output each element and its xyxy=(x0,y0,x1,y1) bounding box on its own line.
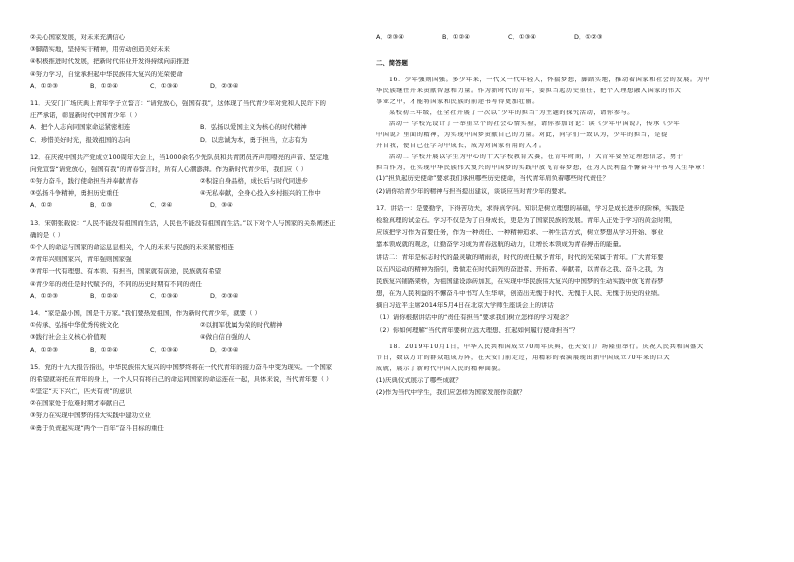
q17-text: 以五四运动的精神为指引，勇做走在时代前列的奋进者、开拓者、奉献者，以青春之我、奋斗之我，为 xyxy=(376,265,664,273)
q16-text: 活动二 学校开展以学生为中心的十大学校教育大赛，在青年时期，广大青年要坚定理想信念，勇于 xyxy=(389,153,684,160)
q15-item: ①坚定“天下兴亡，匹夫有责”的意识 xyxy=(30,388,132,396)
q15-item: ③努力在实现中国梦的伟大实践中建功立业 xyxy=(30,412,151,420)
q14-item: ③践行社会主义核心价值观 xyxy=(30,333,107,342)
option-a: A．把个人志向同国家命运紧密相连 xyxy=(30,123,131,132)
option-a: A．①②③ xyxy=(30,81,58,90)
q11-options-row xyxy=(30,137,368,149)
q12-stem: 向党宣誓“请党放心，强国有我”的青春誓言时，所有人心潮澎湃。作为新时代青少年，我们应（ ） xyxy=(30,165,308,173)
option-a: A．①②③ xyxy=(30,291,58,300)
q17-question: （1）请你根据讲话中的“责任有担当”要求我们树立怎样的学习观念？ xyxy=(376,314,573,322)
q13-options xyxy=(30,293,368,305)
q17-text: 民族复兴铺路架桥，为祖国建设添砖加瓦，在实现中华民族伟大复兴的中国梦的生动实践中放飞青春梦 xyxy=(376,277,664,285)
q13-stem: 确的是（ ） xyxy=(30,231,64,239)
q11-stem: 庄严承诺，彰显新时代中国青少年（ ） xyxy=(30,112,141,120)
q17-text: 检验真理的试金石。学习不仅是为了自身成长，更是为了国家民族的发展。青年人正处于学习的黄金时期， xyxy=(376,216,677,224)
q10-item: ④积极推进时代发展，把新时代伟业开发得持续向前推进 xyxy=(30,58,190,66)
q16-text: 华民族继往开来贡献智慧和力量。作为新时代的青年，要担当起历史重任，把个人理想融入国家的伟大 xyxy=(376,88,682,95)
q15-options xyxy=(376,34,768,46)
q12-stem: 12．在庆祝中国共产党成立100周年大会上，当1000余名少先队员和共青团员齐声用嘹亮的声音、坚定地 xyxy=(30,153,329,161)
q17-text: 17．讲话一：是要勤学，下得苦功夫，求得真学问。知识是树立理想的基础，学习是成长进步的阶梯，实践是 xyxy=(376,204,685,212)
q18-question: (2)作为当代中学生，我们应怎样为国家发展作贡献？ xyxy=(376,388,526,396)
option-b: B．①②④ xyxy=(442,33,470,41)
option-c: C．①③④ xyxy=(150,345,179,354)
q17-question: （2）你如何理解“当代青年要树立远大理想、扛起如何履行使命担当”？ xyxy=(376,326,579,334)
q16-question: (1)“担负起历史使命”要求我们承担哪些历史使命，当代青年肩负着哪些时代责任？ xyxy=(376,175,609,183)
option-d: D．②③④ xyxy=(210,81,239,90)
option-d: D．②③④ xyxy=(210,345,239,354)
q10-options xyxy=(30,83,368,95)
right-column xyxy=(376,34,768,401)
q14-stem: 14．“家是最小国，国是千万家。”我们要热爱祖国，作为新时代青少年，就要（ ） xyxy=(30,309,261,317)
option-b: B．①②④ xyxy=(90,291,118,300)
option-b: B．①②④ xyxy=(90,81,118,90)
q18-text: 18．2019年10月1日，中华人民共和国成立70周年庆典，在天安门广场隆重举行。庆祝人民共和国盛大 xyxy=(389,343,704,350)
q13-item: ④青少年的责任是时代赋予的，不同的历史时期有不同的责任 xyxy=(30,280,202,288)
q18-question: (1)庆典仪式展示了哪些成就？ xyxy=(376,376,462,384)
option-d: D．①②③ xyxy=(574,33,603,41)
option-d: D．③④ xyxy=(210,201,233,210)
q16-text: 升自我，使自己在学习中成长，成为对国家有用的人才。 xyxy=(376,142,546,149)
q15-stem: 15．党的十九大报告指出，中华民族伟大复兴的中国梦终将在一代代青年的接力奋斗中变为现实。一个国家 xyxy=(30,363,333,371)
q16-text: 事业之中，才能将国家和民族的前途书写得更加壮丽。 xyxy=(376,99,539,106)
q13-item: ③青年一代有理想、有本领、有担当，国家就有前途，民族就有希望 xyxy=(30,268,222,276)
q17-text: 应该把学习作为首要任务，作为一种责任、一种精神追求、一种生活方式，树立梦想从学习开始、事业 xyxy=(376,229,664,237)
q12-item: ③弘扬斗争精神，勇担历史重任 xyxy=(30,189,119,198)
q13-item: ②青年兴则国家兴，青年强则国家强 xyxy=(30,256,132,264)
q17-text: 讲话二：青年是标志时代的最灵敏的晴雨表，时代的责任赋予青年，时代的光荣属于青年。广大青年要 xyxy=(376,253,664,261)
left-column xyxy=(30,34,368,437)
q15-item: ②在国家处于危难时期才奉献自己 xyxy=(30,400,126,408)
q14-options xyxy=(30,347,368,359)
q18-text: 节日，数以万计的群众组成方阵，在天安门前走过，用精彩的表演展现出新中国成立70年来的巨大 xyxy=(376,354,671,361)
q16-question: (2)请你给青少年的精神与担当提出建议，谈谈应当对青少年的要求。 xyxy=(376,187,571,195)
q16-text: 某校初三年级，在全社开展了一次以“少年的担当”为主题的探究活动，请你参与。 xyxy=(389,110,635,117)
q12-item: ①努力奋斗，践行使命担当并奉献青春 xyxy=(30,177,138,186)
q18-text: 成就，展示了新时代中国人民的精神面貌。 xyxy=(376,365,505,372)
q10-item: ②关心国家发展，对未来充满信心 xyxy=(30,34,126,41)
q16-text: 16．少年强则国强。多少年来，一代又一代年轻人，怀揣梦想，脚踏实地，推动着国家和社会的发展。为中 xyxy=(389,77,711,84)
option-c: C．②④ xyxy=(150,201,173,210)
q14-item: ①传承、弘扬中华优秀传统文化 xyxy=(30,321,119,330)
option-c: C．珍惜美好时光，报效祖国的志向 xyxy=(30,135,131,144)
q15-item: ④勇于负责起实现“两个一百年”奋斗目标的重任 xyxy=(30,424,164,432)
q11-options-row xyxy=(30,124,368,136)
option-a: A．①②③ xyxy=(30,345,58,354)
q14-items-row xyxy=(30,334,368,346)
option-d: D．②③④ xyxy=(210,291,239,300)
q12-options xyxy=(30,202,368,214)
q13-stem: 13．宋朝张载说：“人民不能没有祖国而生活，人民也不能没有祖国而生活。”以下对个人与国家的关系阐述正 xyxy=(30,219,336,227)
q12-items-row xyxy=(30,190,368,202)
q14-item: ②以拥军优属为荣的时代精神 xyxy=(200,321,283,330)
option-c: C．①③④ xyxy=(150,291,179,300)
q11-stem: 11．天安门广场庆典上青年学子立誓言：“请党放心，强国有我”，这体现了当代青少年对党和人民许下的 xyxy=(30,99,326,107)
q13-item: ①个人的命运与国家的命运息息相关，个人的未来与民族的未来紧密相连 xyxy=(30,244,234,251)
option-a: A．①② xyxy=(30,201,53,210)
q17-text: 想，在为人民利益的不懈奋斗中书写人生华章，创造出无愧于时代、无愧于人民、无愧于历史的业绩。 xyxy=(376,290,664,298)
option-c: C．①③④ xyxy=(150,81,179,90)
option-d: D．以忠诚为本，勇于担当，立志有为 xyxy=(200,135,308,144)
q12-item: ②积淀自身品格，成长后与时代同进步 xyxy=(200,177,308,186)
q16-text: 中国说》里面的精神，为实现中国梦贡献自己的力量。对此，同学们一致认为，少年的担当，是提 xyxy=(376,131,668,138)
option-a: A．②③④ xyxy=(376,33,404,41)
q10-item: ③脚踏实地，坚持实干精神，用劳动创造美好未来 xyxy=(30,46,170,54)
option-b: B．①②④ xyxy=(90,345,118,354)
q17-source: 摘自习近平主席2014年5月4日在北京大学师生座谈会上的讲话 xyxy=(376,302,554,310)
option-c: C．①③④ xyxy=(508,33,537,41)
q10-item: ④努力学习，自觉承担起中华民族伟大复兴的光荣使命 xyxy=(30,70,183,78)
q15-stem: 的希望就寄托在青年的身上，一个人只有将自己的命运同国家的命运连在一起，具体来说，当代青年要（ ） xyxy=(30,375,333,383)
q16-text: 活动一 学校先设计了一举重立个的社会心情实验，请你参加讨论：读《少年中国说》，传承《少年 xyxy=(389,120,681,127)
option-b: B．弘扬以爱国主义为核心的时代精神 xyxy=(200,123,307,132)
q16-text: 担当作为，在实现中华民族伟大复兴的中国梦的实践中放飞青春梦想，在为人民利益不懈奋斗中书写人生华章！ xyxy=(376,164,709,171)
q14-item: ④做自信自强的人 xyxy=(200,333,251,342)
q12-item: ④无私奉献，全身心投入乡村振兴的工作中 xyxy=(200,189,321,198)
q17-text: 靠本领成就的观念，让勤奋学习成为青春远航的动力，让增长本领成为青春搏击的能量。 xyxy=(376,241,626,249)
section-title: 二、简答题 xyxy=(376,59,408,68)
option-b: B．①③ xyxy=(90,201,113,210)
